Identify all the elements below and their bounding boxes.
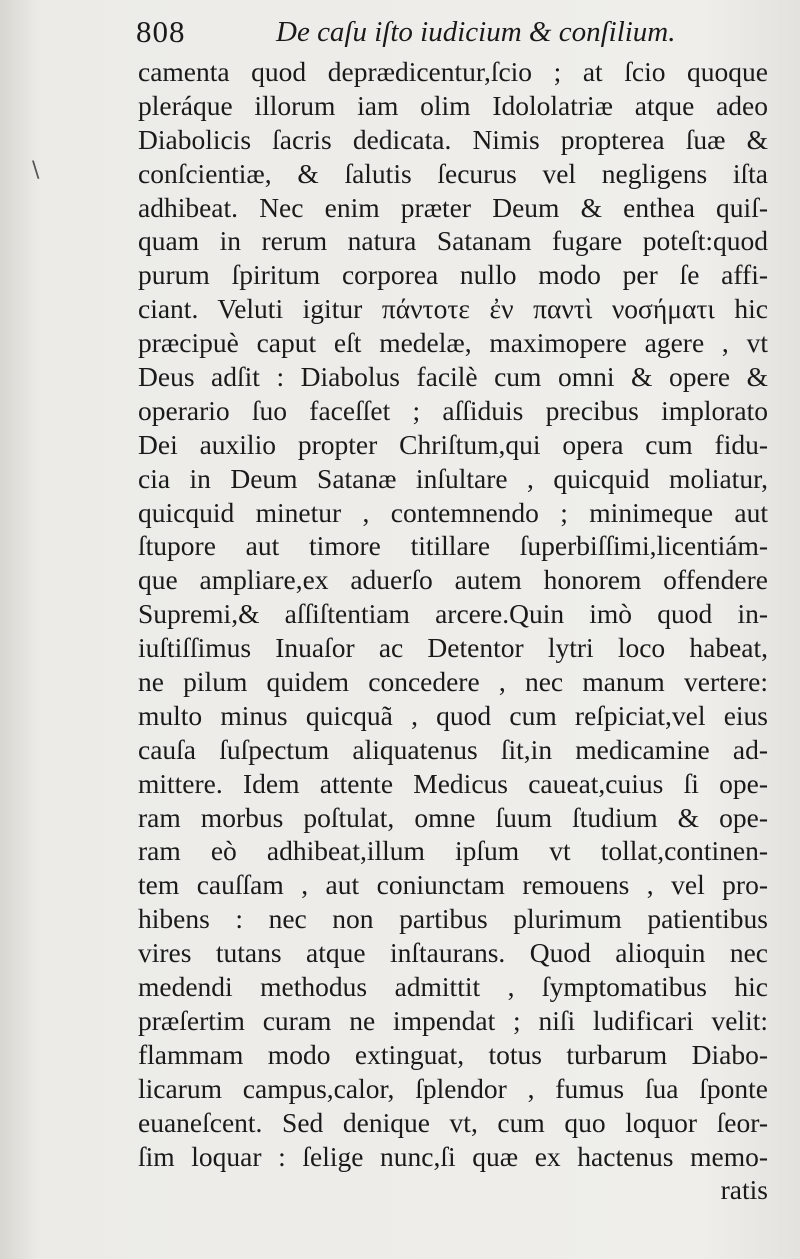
text-line: euaneſcent. Sed denique vt, cum quo loquor ſeor-	[138, 1106, 768, 1138]
text-line: ne pilum quidem concedere , nec manum vertere:	[138, 666, 768, 698]
text-line: ram morbus poſtulat, omne ſuum ſtudium & ope-	[138, 801, 768, 833]
text-line: Diabolicis ſacris dedicata. Nimis propterea ſuæ &	[138, 123, 768, 155]
running-head: De caſu iſto iudicium & conſilium.	[276, 16, 676, 48]
text-line: ram eò adhibeat,illum ipſum vt tollat,continen-	[138, 835, 768, 867]
text-line: iuſtiſſimus Inuaſor ac Detentor lytri loco habeat,	[138, 632, 768, 664]
text-line: ſim loquar : ſelige nunc,ſi quæ ex hactenus memo-	[138, 1140, 768, 1172]
catchword: ratis	[720, 1174, 768, 1206]
text-line: quicquid minetur , contemnendo ; minimeque aut	[138, 496, 768, 528]
text-line: tem cauſſam , aut coniunctam remouens , vel pro-	[138, 869, 768, 901]
text-line: præcipuè caput eſt medelæ, maximopere agere , vt	[138, 327, 768, 359]
page-header	[136, 14, 736, 54]
page-number: 808	[136, 14, 186, 49]
text-line: ciant. Veluti igitur πάντοτε ἐν παντὶ νοσήματι hic	[138, 293, 768, 325]
text-line: camenta quod deprædicentur,ſcio ; at ſcio quoque	[138, 56, 768, 87]
body-text	[138, 55, 768, 1207]
text-line: purum ſpiritum corporea nullo modo per ſe affi-	[138, 259, 768, 291]
text-line: Supremi,& aſſiſtentiam arcere.Quin imò quod in-	[138, 598, 768, 630]
text-line: vires tutans atque inſtaurans. Quod alioquin nec	[138, 937, 768, 969]
text-line: operario ſuo faceſſet ; aſſiduis precibus implorato	[138, 394, 768, 426]
text-line: ſtupore aut timore titillare ſuperbiſſimi,licentiám-	[138, 530, 768, 562]
text-line: cauſa ſuſpectum aliquatenus ſit,in medicamine ad-	[138, 733, 768, 765]
text-line: Dei auxilio propter Chriſtum,qui opera cum fidu-	[138, 428, 768, 460]
text-line: medendi methodus admittit , ſymptomatibus hic	[138, 971, 768, 1003]
text-line: adhibeat. Nec enim præter Deum & enthea quiſ-	[138, 191, 768, 223]
text-line: multo minus quicquã , quod cum reſpiciat,vel eius	[138, 699, 768, 731]
text-line: præſertim curam ne impendat ; niſi ludificari velit:	[138, 1004, 768, 1036]
text-line: hibens : nec non partibus plurimum patientibus	[138, 903, 768, 935]
text-line: que ampliare,ex aduerſo autem honorem offendere	[138, 564, 768, 596]
text-line: cia in Deum Satanæ inſultare , quicquid moliatur,	[138, 462, 768, 494]
margin-mark-icon: \	[32, 158, 40, 183]
text-line: Deus adſit : Diabolus facilè cum omni & opere &	[138, 361, 768, 393]
text-line: quam in rerum natura Satanam fugare poteſt:quod	[138, 225, 768, 257]
text-line: conſcientiæ, & ſalutis ſecurus vel negligens iſta	[138, 157, 768, 189]
text-line: pleráque illorum iam olim Idololatriæ atque adeo	[138, 89, 768, 121]
text-line: flammam modo extinguat, totus turbarum Diabo-	[138, 1038, 768, 1070]
text-line: mittere. Idem attente Medicus caueat,cuius ſi ope-	[138, 767, 768, 799]
text-line: licarum campus,calor, ſplendor , fumus ſua ſponte	[138, 1072, 768, 1104]
